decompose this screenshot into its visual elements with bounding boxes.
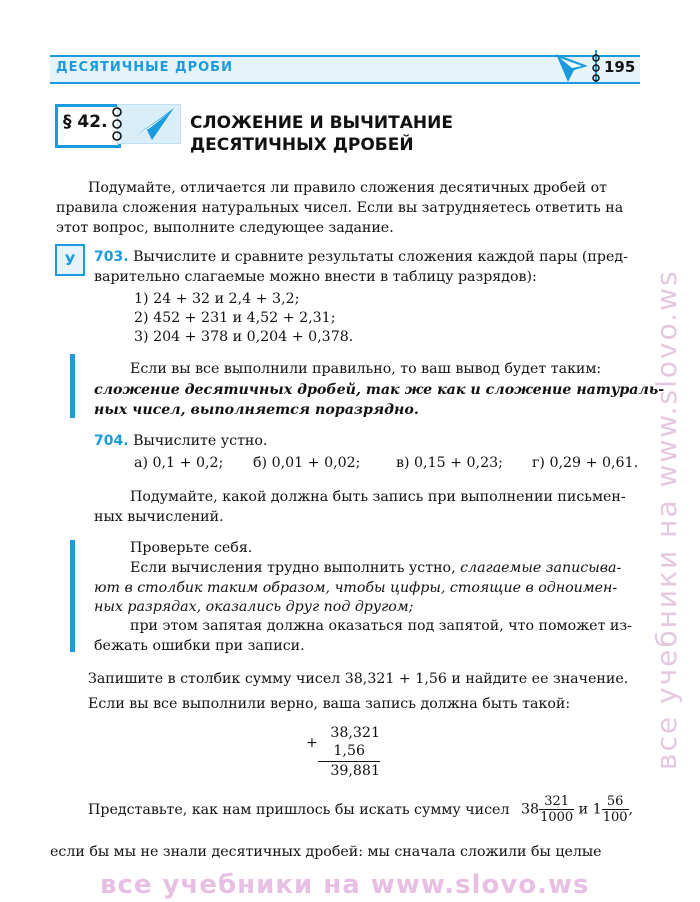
exercise-item: 3) 204 + 378 и 0,204 + 0,378. [134,329,354,345]
check-line: бежать ошибки при записи. [94,638,305,654]
check-heading: Проверьте себя. [130,540,253,556]
exercise-item: 1) 24 + 32 и 2,4 + 3,2; [134,291,300,307]
exercise-item: в) 0,15 + 0,23; [396,455,503,471]
exercise-704 [94,431,267,451]
check-emphasis [94,578,617,598]
plus-sign: + [306,735,318,751]
check-text: Если вычисления трудно выполнить устно, [130,560,461,576]
mixed-whole: 38 [521,801,540,818]
watermark-vertical: все учебники на www.slovo.ws [650,269,683,770]
denominator: 1000 [540,810,574,825]
mixed-whole: 1 [592,801,602,818]
exercise-number: 704. [94,433,129,449]
intro-line: этот вопрос, выполните следующее задание. [56,220,394,236]
exercise-badge: У [55,244,85,276]
task-line: Запишите в столбик сумму чисел 38,321 + 1,56 и найдите ее значение. [88,671,629,687]
section-number: § 42. [63,112,108,132]
numerator: 321 [539,794,574,810]
check-line: при этом запятая должна оказаться под запятой, что поможет из- [130,618,632,634]
intro-line: Подумайте, отличается ли правило сложения десятичных дробей от [88,180,607,196]
exercise-text: варительно слагаемые можно внести в таблицу разрядов): [94,269,537,285]
watermark-bottom: все учебники на www.slovo.ws [100,870,590,900]
exercise-number: 703. [94,249,129,265]
exercise-item: а) 0,1 + 0,2; [134,455,224,471]
check-line [130,558,621,578]
rule-margin-bar [70,540,75,652]
check-emphasis: слагаемые записыва- [460,560,622,576]
rule-emphasis: сложение десятичных дробей, так же как и сложение натураль- [94,382,665,398]
section-title-line: ДЕСЯТИЧНЫХ ДРОБЕЙ [190,135,414,155]
spiral-binding-icon [110,102,124,146]
fraction [539,794,574,825]
check-emphasis-text: ных разрядах, оказались друг под другом; [94,599,414,615]
addend: 38,321 [330,725,380,741]
spiral-binding-icon [590,50,602,84]
rule-text: Если вы все выполнили правильно, то ваш вывод будет таким: [130,361,602,377]
exercise-703 [94,247,628,267]
exercise-text: Вычислите и сравните результаты сложения каждой пары (пред- [133,249,628,265]
numerator: 56 [602,794,629,810]
arrow-cursor-icon [130,106,178,142]
section-title [190,112,453,156]
exercise-item: 2) 452 + 231 и 4,52 + 2,31; [134,310,336,326]
sum: 39,881 [330,763,380,779]
rule-emphasis: ных чисел, выполняется поразрядно. [94,402,419,418]
running-header-title: ДЕСЯТИЧНЫЕ ДРОБИ [56,60,233,75]
comma: , [628,801,634,818]
check-emphasis [94,597,413,617]
rule-margin-bar [70,354,75,418]
fraction [602,794,629,825]
mixed-numbers [521,794,633,825]
check-emphasis-text: ют в столбик таким образом, чтобы цифры, стоящие в одноимен- [94,580,618,596]
pointer-arrow-icon [552,50,592,84]
body-line: ных вычислений. [94,509,224,525]
body-line: если бы мы не знали десятичных дробей: мы сначала сложили бы целые [50,844,602,860]
task-line: Если вы все выполнили верно, ваша запись должна быть такой: [88,696,571,712]
denominator: 100 [602,810,628,825]
body-line: Подумайте, какой должна быть запись при выполнении письмен- [130,489,626,505]
intro-line: правила сложения натуральных чисел. Если вы затрудняетесь ответить на [56,200,624,216]
conjunction: и [578,801,589,818]
body-line: Представьте, как нам пришлось бы искать сумму чисел [88,802,510,818]
exercise-item: б) 0,01 + 0,02; [253,455,361,471]
exercise-item: г) 0,29 + 0,61. [532,455,639,471]
page-number: 195 [604,58,636,76]
section-title-line: СЛОЖЕНИЕ И ВЫЧИТАНИЕ [190,113,453,133]
exercise-text: Вычислите устно. [133,433,268,449]
addend: 1,56 [333,743,365,759]
